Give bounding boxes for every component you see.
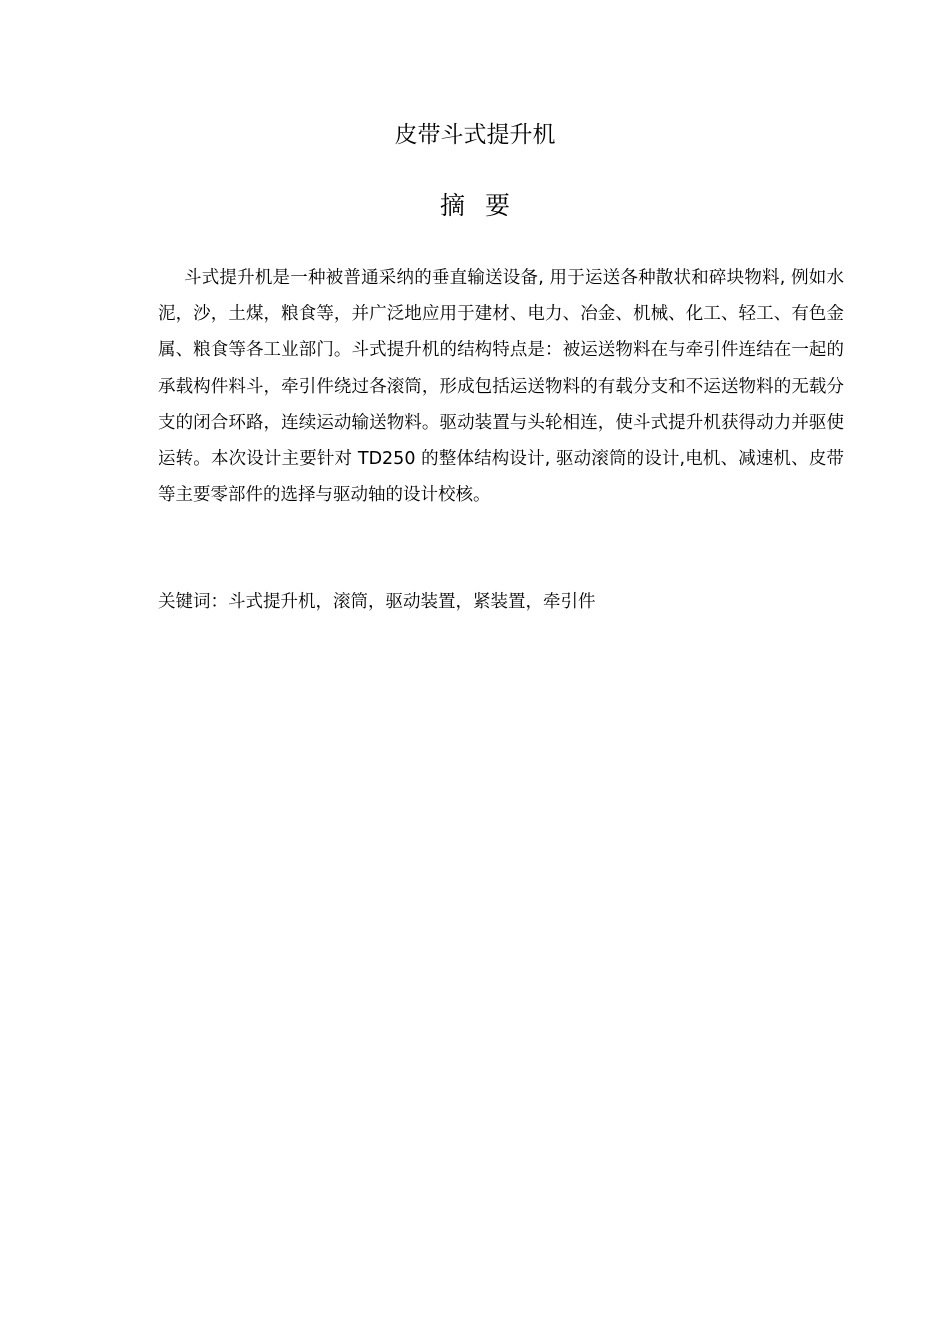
document-title: 皮带斗式提升机 [394, 122, 556, 148]
abstract-heading: 摘 要 [440, 191, 516, 220]
abstract-paragraph: 斗式提升机是一种被普通采纳的垂直输送设备, 用于运送各种散状和碎块物料, 例如水泥，沙，土煤，粮食等，并广泛地应用于建材、电力、冶金、机械、化工、轻工、有色金属、粮食等各工业部门。斗式提升机的结构特点是：被运送物料在与牵引件连结在一起的承载构件料斗，牵引件绕过各滚筒，形成包括运送物料的有载分支和不运送物料的无载分支的闭合环路，连续运动输送物料。驱动装置与头轮相连，使斗式提升机获得动力并驱使运转。本次设计主要针对 TD250 的整体结构设计, 驱动滚筒的设计,电机、减速机、皮带等主要零部件的选择与驱动轴的设计校核。 [158, 268, 844, 506]
keywords-line: 关键词：斗式提升机，滚筒，驱动装置，紧装置，牵引件 [158, 592, 596, 612]
